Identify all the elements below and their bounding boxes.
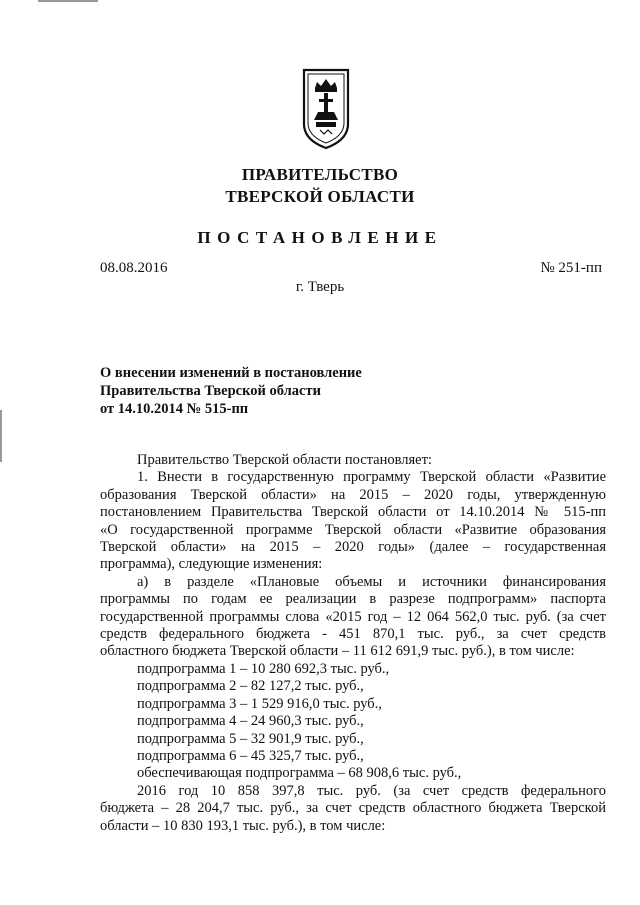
text-line: «О государственной программе Тверской области «Развитие образования [100,521,606,538]
text-line: области – 10 830 193,1 тыс. руб.), в том числе: [100,817,386,834]
document-type: ПОСТАНОВЛЕНИЕ [197,228,443,247]
document-city: г. Тверь [295,279,345,295]
text-line: а) в разделе «Плановые объемы и источники финансирования [137,573,606,590]
document-date: 08.08.2016 [100,260,168,276]
document-body [100,452,606,835]
subject-line: Правительства Тверской области [100,383,321,399]
scan-mark-top [38,0,98,2]
document-subject [100,364,362,418]
subprogram-item: подпрограмма 1 – 10 280 692,3 тыс. руб., [137,660,390,677]
text-line: средств федерального бюджета - 451 870,1 тыс. руб., за счет средств [100,626,606,643]
text-line: бюджета – 28 204,7 тыс. руб., за счет средств областного бюджета Тверской [100,800,606,817]
text-line: программа), следующие изменения: [100,556,323,573]
text-line: Тверской области» на 2015 – 2020 годы» (далее – государственная [100,539,606,556]
subject-line: О внесении изменений в постановление [100,365,362,381]
org-name-line2: ТВЕРСКОЙ ОБЛАСТИ [225,187,415,206]
org-name-line1: ПРАВИТЕЛЬСТВО [241,165,399,184]
text-line: 2016 год 10 858 397,8 тыс. руб. (за счет средств федерального [137,782,606,799]
subprogram-item: подпрограмма 2 – 82 127,2 тыс. руб., [137,678,364,695]
coat-of-arms-emblem [302,68,350,150]
intro-line: Правительство Тверской области постановляет: [137,452,432,468]
subprogram-item: подпрограмма 3 – 1 529 916,0 тыс. руб., [137,695,382,712]
text-line: областного бюджета Тверской области – 11 612 691,9 тыс. руб.), в том числе: [100,643,575,660]
text-line: образования Тверской области» на 2015 – 2020 годы, утвержденную [100,486,606,503]
text-line: государственной программы слова «2015 год – 12 064 562,0 тыс. руб. (за счет [100,608,606,625]
scan-mark-left [0,410,2,462]
subprogram-item: подпрограмма 6 – 45 325,7 тыс. руб., [137,747,364,764]
text-line: 1. Внести в государственную программу Тверской области «Развитие [137,469,606,486]
subject-line: от 14.10.2014 № 515-пп [100,401,249,417]
subprogram-item: подпрограмма 4 – 24 960,3 тыс. руб., [137,713,364,730]
text-line: постановлением Правительства Тверской области от 14.10.2014 № 515-пп [100,504,606,521]
subprogram-item: подпрограмма 5 – 32 901,9 тыс. руб., [137,730,364,747]
text-line: программы по годам ее реализации в разрезе подпрограмм» паспорта [100,591,606,608]
document-number: № 251-пп [540,260,602,276]
subprogram-item: обеспечивающая подпрограмма – 68 908,6 тыс. руб., [137,765,462,782]
